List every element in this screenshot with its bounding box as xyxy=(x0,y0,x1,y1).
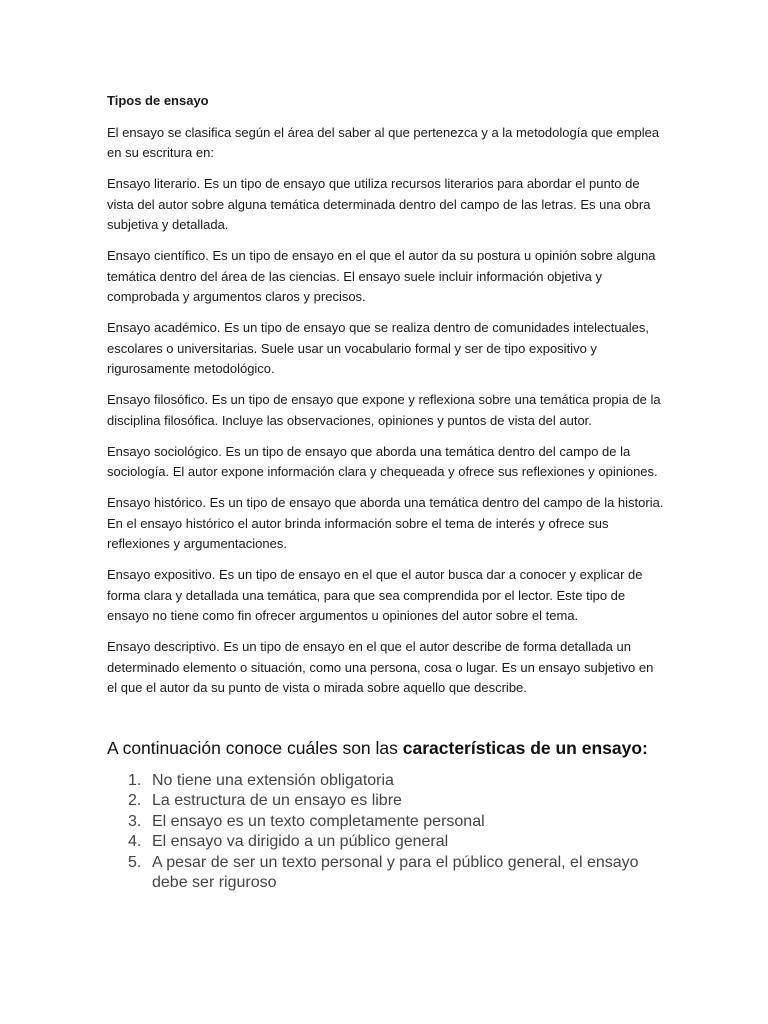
list-item-text: El ensayo es un texto completamente personal xyxy=(152,812,485,830)
intro-paragraph: El ensayo se clasifica según el área del saber al que pertenezca y a la metodología que emplea en su escritura en: xyxy=(107,124,660,160)
list-item xyxy=(107,853,667,894)
list-item-text: La estructura de un ensayo es libre xyxy=(152,792,402,809)
paragraph-sociologico: Ensayo sociológico. Es un tipo de ensayo que aborda una temática dentro del campo de la sociología. El autor expone información clara y chequeada y ofrece sus reflexiones y opiniones. xyxy=(107,443,658,479)
paragraph-historico: Ensayo histórico. Es un tipo de ensayo que aborda una temática dentro del campo de la historia. En el ensayo histórico el autor brinda información sobre el tema de interés y ofrece sus reflexiones y argumentaciones. xyxy=(107,495,664,551)
paragraph-filosofico: Ensayo filosófico. Es un tipo de ensayo que expone y reflexiona sobre una temática propia de la disciplina filosófica. Incluye las observaciones, opiniones y puntos de vista del autor. xyxy=(107,392,661,428)
list-item xyxy=(107,832,667,853)
paragraph-cientifico: Ensayo científico. Es un tipo de ensayo en el que el autor da su postura u opinión sobre alguna temática dentro del área de las ciencias. El ensayo suele incluir información objetiva y comprobada y argumentos claros y precisos. xyxy=(107,248,656,304)
list-item-number: 1. xyxy=(128,771,142,789)
list-item-number: 4. xyxy=(128,833,142,850)
list-item xyxy=(107,771,667,792)
features-heading-prefix: A continuación conoce cuáles son las xyxy=(107,737,403,758)
paragraph-descriptivo: Ensayo descriptivo. Es un tipo de ensayo en el que el autor describe de forma detallada un determinado elemento o situación, como una persona, cosa o lugar. Es un ensayo subjetivo en el que el autor da su punto de vista o mirada sobre aquello que describe. xyxy=(107,639,654,695)
list-item-number: 3. xyxy=(128,812,142,830)
paragraph-literario: Ensayo literario. Es un tipo de ensayo que utiliza recursos literarios para abordar el punto de vista del autor sobre alguna temática determinada dentro del campo de las letras. Es una obra subjetiva y detallada. xyxy=(107,176,651,232)
features-heading-strong: características de un ensayo: xyxy=(402,737,648,758)
list-item xyxy=(107,791,667,812)
document-title: Tipos de ensayo xyxy=(107,93,209,108)
paragraph-academico: Ensayo académico. Es un tipo de ensayo que se realiza dentro de comunidades intelectuales, escolares o universitarias. Suele usar un vocabulario formal y ser de tipo expositivo y rigurosamente metodológico. xyxy=(107,320,650,376)
features-list xyxy=(107,771,667,894)
list-item-number: 2. xyxy=(128,792,142,809)
list-item xyxy=(107,812,667,833)
list-item-number: 5. xyxy=(128,853,142,871)
list-item-text: El ensayo va dirigido a un público general xyxy=(152,833,449,850)
paragraph-expositivo: Ensayo expositivo. Es un tipo de ensayo en el que el autor busca dar a conocer y explicar de forma clara y detallada una temática, para que sea comprendida por el lector. Este tipo de ensayo no tiene como fin ofrecer argumentos u opiniones del autor sobre el tema. xyxy=(107,567,643,623)
document-page xyxy=(107,91,667,894)
list-item-text: A pesar de ser un texto personal y para el público general, el ensayo debe ser riguroso xyxy=(152,853,639,891)
features-heading xyxy=(107,737,667,759)
list-item-text: No tiene una extensión obligatoria xyxy=(152,771,394,789)
